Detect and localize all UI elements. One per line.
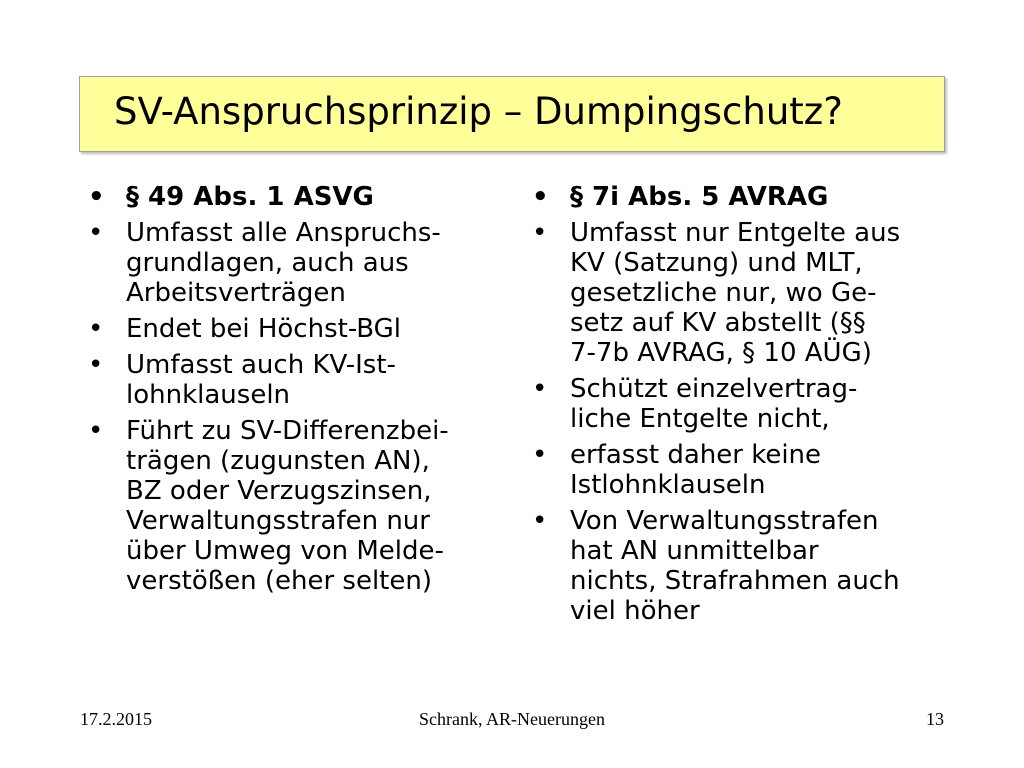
bullet-line: § 7i Abs. 5 AVRAG: [570, 182, 829, 212]
left-bullet-item: [88, 416, 518, 596]
bullet-icon: •: [88, 314, 104, 344]
bullet-line: lohnklauseln: [126, 380, 291, 410]
bullet-line: BZ oder Verzugszinsen,: [126, 476, 432, 506]
bullet-icon: •: [532, 182, 549, 212]
bullet-line: Verwaltungsstrafen nur: [126, 506, 430, 536]
bullet-line: Von Verwaltungsstrafen: [570, 506, 879, 536]
bullet-line: 7-7b AVRAG, § 10 AÜG): [570, 338, 872, 368]
footer-author: Schrank, AR-Neuerungen: [419, 709, 605, 729]
bullet-icon: •: [532, 506, 548, 536]
bullet-line: Führt zu SV-Differenzbei-: [126, 416, 449, 446]
bullet-line: trägen (zugunsten AN),: [126, 446, 430, 476]
footer-page-number: 13: [926, 709, 944, 729]
title-box: [79, 76, 945, 152]
bullet-line: liche Entgelte nicht,: [570, 404, 830, 434]
left-bullet-item: [88, 218, 518, 308]
right-column: [532, 182, 962, 632]
bullet-icon: •: [88, 218, 104, 248]
right-bullet-item: [532, 440, 962, 500]
slide-title: SV-Anspruchsprinzip – Dumpingschutz?: [114, 90, 843, 133]
bullet-icon: •: [88, 182, 105, 212]
bullet-line: viel höher: [570, 596, 700, 626]
bullet-line: Umfasst alle Anspruchs-: [126, 218, 441, 248]
bullet-line: setz auf KV abstellt (§§: [570, 308, 866, 338]
bullet-line: Endet bei Höchst-BGl: [126, 314, 402, 344]
left-bullet-item: [88, 314, 518, 344]
bullet-line: Istlohnklauseln: [570, 470, 766, 500]
right-bullet-item: [532, 374, 962, 434]
bullet-line: KV (Satzung) und MLT,: [570, 248, 863, 278]
bullet-line: Umfasst auch KV-Ist-: [126, 350, 396, 380]
right-bullet-item: [532, 506, 962, 626]
footer-date: 17.2.2015: [80, 709, 152, 729]
left-column: [88, 182, 518, 602]
bullet-line: hat AN unmittelbar: [570, 536, 819, 566]
bullet-line: verstößen (eher selten): [126, 566, 432, 596]
bullet-icon: •: [532, 374, 548, 404]
bullet-line: grundlagen, auch aus: [126, 248, 409, 278]
bullet-line: gesetzliche nur, wo Ge-: [570, 278, 877, 308]
bullet-line: Arbeitsverträgen: [126, 278, 346, 308]
bullet-line: über Umweg von Melde-: [126, 536, 444, 566]
right-bullet-item: [532, 182, 962, 212]
bullet-line: § 49 Abs. 1 ASVG: [126, 182, 374, 212]
bullet-line: erfasst daher keine: [570, 440, 822, 470]
bullet-icon: •: [88, 416, 104, 446]
left-bullet-item: [88, 182, 518, 212]
bullet-icon: •: [532, 440, 548, 470]
bullet-line: nichts, Strafrahmen auch: [570, 566, 900, 596]
bullet-icon: •: [532, 218, 548, 248]
bullet-line: Umfasst nur Entgelte aus: [570, 218, 901, 248]
bullet-icon: •: [88, 350, 104, 380]
right-bullet-item: [532, 218, 962, 368]
bullet-line: Schützt einzelvertrag-: [570, 374, 858, 404]
left-bullet-item: [88, 350, 518, 410]
